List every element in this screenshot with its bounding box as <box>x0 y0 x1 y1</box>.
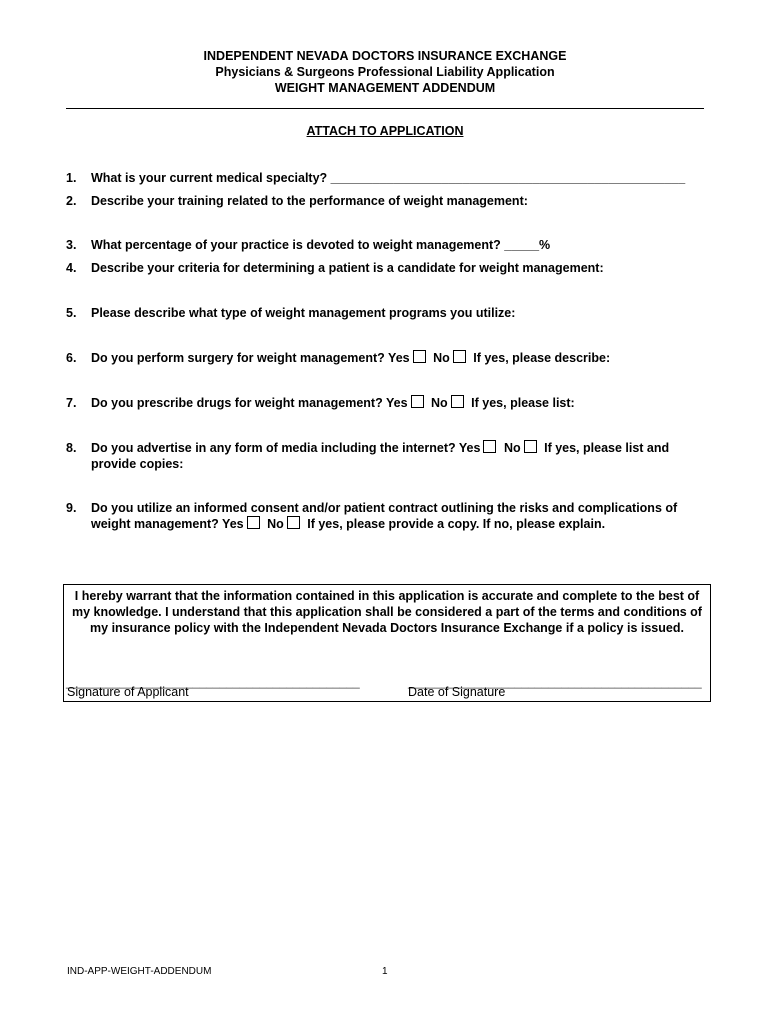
question-6: 6. Do you perform surgery for weight management? Yes No If yes, please describe: <box>66 351 611 365</box>
attach-instruction: ATTACH TO APPLICATION <box>306 124 464 138</box>
question-3-text[interactable]: What percentage of your practice is devoted to weight management? _____% <box>91 238 551 252</box>
page-number: 1 <box>382 966 388 977</box>
organization-name: INDEPENDENT NEVADA DOCTORS INSURANCE EXCHANGE <box>203 49 567 63</box>
signature-line[interactable]: ____________________________________________ <box>66 675 360 689</box>
question-9: 9. Do you utilize an informed consent and/or patient contract outlining the risks and complications of weight management? Yes No If yes, please provide a copy. If no, please explain. <box>66 501 678 531</box>
signature-label: Signature of Applicant <box>67 685 189 699</box>
q6-no-checkbox[interactable] <box>453 350 466 363</box>
header-divider <box>66 108 704 109</box>
q8-no-checkbox[interactable] <box>524 440 537 453</box>
form-id: IND-APP-WEIGHT-ADDENDUM <box>67 966 212 977</box>
addendum-title: WEIGHT MANAGEMENT ADDENDUM <box>274 81 496 95</box>
question-2: 2. Describe your training related to the performance of weight management: <box>66 194 528 208</box>
date-line[interactable]: ____________________________________________ <box>408 675 702 689</box>
q9-no-checkbox[interactable] <box>287 516 300 529</box>
date-label: Date of Signature <box>408 685 506 699</box>
q7-no-checkbox[interactable] <box>451 395 464 408</box>
application-subtitle: Physicians & Surgeons Professional Liability Application <box>215 65 555 79</box>
warranty-statement: I hereby warrant that the information contained in this application is accurate and complete to the best of my knowledge. I understand that this application shall be considered a part of the terms and conditions of my insurance policy with the Independent Nevada Doctors Insurance Exchange if a policy is issued. <box>72 589 702 635</box>
q8-yes-checkbox[interactable] <box>483 440 496 453</box>
question-3: 3. What percentage of your practice is devoted to weight management? _____% <box>66 237 706 253</box>
q6-yes-checkbox[interactable] <box>413 350 426 363</box>
question-4: 4. Describe your criteria for determining a patient is a candidate for weight management: <box>66 261 604 275</box>
question-1: 1. What is your current medical specialty? ___________________________________________________ <box>66 170 706 186</box>
question-7: 7. Do you prescribe drugs for weight management? Yes No If yes, please list: <box>66 396 575 410</box>
question-5: 5. Please describe what type of weight management programs you utilize: <box>66 306 516 320</box>
question-1-text[interactable]: What is your current medical specialty? ___________________________________________________ <box>91 171 686 185</box>
question-8: 8. Do you advertise in any form of media including the internet? Yes No If yes, please list and provide copies: <box>66 441 670 471</box>
q7-yes-checkbox[interactable] <box>411 395 424 408</box>
document-header <box>0 48 770 96</box>
q9-yes-checkbox[interactable] <box>247 516 260 529</box>
